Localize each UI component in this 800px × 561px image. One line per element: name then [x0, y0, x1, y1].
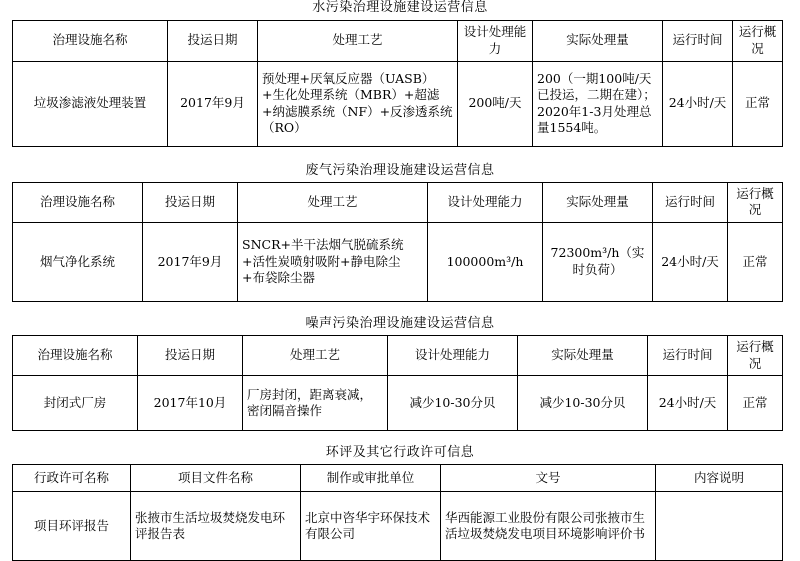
column-header: 行政许可名称 — [13, 465, 131, 492]
table-cell: 24小时/天 — [653, 222, 728, 301]
table-cell: 正常 — [733, 61, 783, 146]
section-title-gas: 废气污染治理设施建设运营信息 — [305, 162, 495, 178]
section-title-water: 水污染治理设施建设运营信息 — [312, 0, 488, 15]
table-cell: 垃圾渗滤液处理装置 — [13, 61, 168, 146]
column-header: 治理设施名称 — [13, 20, 168, 61]
table-cell — [656, 492, 783, 561]
table-row — [13, 492, 783, 561]
table-cell: 北京中咨华宇环保技术有限公司 — [301, 492, 441, 561]
table-cell: 72300m³/h（实时负荷） — [543, 222, 653, 301]
column-header: 项目文件名称 — [131, 465, 301, 492]
column-header: 制作或审批单位 — [301, 465, 441, 492]
table-cell: 厂房封闭，距离衰减，密闭隔音操作 — [243, 375, 388, 430]
column-header: 治理设施名称 — [13, 183, 143, 223]
table-cell: 200吨/天 — [458, 61, 533, 146]
table-cell: 减少10-30分贝 — [518, 375, 648, 430]
table-row — [13, 61, 783, 146]
table-row — [13, 375, 783, 430]
column-header: 运行概况 — [733, 20, 783, 61]
section-title-permits: 环评及其它行政许可信息 — [325, 444, 475, 460]
column-header: 投运日期 — [143, 183, 238, 223]
table-cell: 正常 — [728, 222, 783, 301]
table-cell: 预处理+厌氧反应器（UASB）+生化处理系统（MBR）+超滤+纳滤膜系统（NF）+反渗透系统（RO） — [258, 61, 458, 146]
column-header: 处理工艺 — [258, 20, 458, 61]
table-cell: 2017年9月 — [168, 61, 258, 146]
table-cell: 2017年9月 — [143, 222, 238, 301]
column-header: 运行概况 — [728, 336, 783, 376]
column-header: 实际处理量 — [518, 336, 648, 376]
column-header: 设计处理能力 — [458, 20, 533, 61]
section-noise — [0, 316, 800, 431]
table-waste-gas — [12, 182, 783, 302]
column-header: 处理工艺 — [243, 336, 388, 376]
column-header: 治理设施名称 — [13, 336, 138, 376]
column-header: 投运日期 — [168, 20, 258, 61]
table-header-row — [13, 465, 783, 492]
column-header: 文号 — [441, 465, 656, 492]
table-cell: 封闭式厂房 — [13, 375, 138, 430]
table-water-pollution — [12, 20, 783, 147]
section-title-noise: 噪声污染治理设施建设运营信息 — [305, 315, 495, 331]
section-waste-gas — [0, 163, 800, 302]
column-header: 运行时间 — [663, 20, 733, 61]
table-header-row — [13, 336, 783, 376]
section-water-pollution — [0, 0, 800, 147]
column-header: 实际处理量 — [543, 183, 653, 223]
column-header: 设计处理能力 — [428, 183, 543, 223]
table-cell: 200（一期100吨/天已投运，二期在建）；2020年1-3月处理总量1554吨。 — [533, 61, 663, 146]
table-permits — [12, 464, 783, 561]
table-noise — [12, 335, 783, 431]
table-cell: 24小时/天 — [648, 375, 728, 430]
table-cell: 华西能源工业股份有限公司张掖市生活垃圾焚烧发电项目环境影响评价书 — [441, 492, 656, 561]
table-cell: 张掖市生活垃圾焚烧发电环评报告表 — [131, 492, 301, 561]
table-cell: SNCR+半干法烟气脱硫系统+活性炭喷射吸附+静电除尘+布袋除尘器 — [238, 222, 428, 301]
column-header: 运行时间 — [648, 336, 728, 376]
section-permits — [0, 445, 800, 561]
table-header-row — [13, 183, 783, 223]
column-header: 运行概况 — [728, 183, 783, 223]
column-header: 处理工艺 — [238, 183, 428, 223]
table-cell: 烟气净化系统 — [13, 222, 143, 301]
table-header-row — [13, 20, 783, 61]
table-cell: 24小时/天 — [663, 61, 733, 146]
table-cell: 减少10-30分贝 — [388, 375, 518, 430]
table-row — [13, 222, 783, 301]
column-header: 投运日期 — [138, 336, 243, 376]
column-header: 设计处理能力 — [388, 336, 518, 376]
table-cell: 100000m³/h — [428, 222, 543, 301]
column-header: 实际处理量 — [533, 20, 663, 61]
table-cell: 项目环评报告 — [13, 492, 131, 561]
table-cell: 正常 — [728, 375, 783, 430]
column-header: 运行时间 — [653, 183, 728, 223]
column-header: 内容说明 — [656, 465, 783, 492]
table-cell: 2017年10月 — [138, 375, 243, 430]
